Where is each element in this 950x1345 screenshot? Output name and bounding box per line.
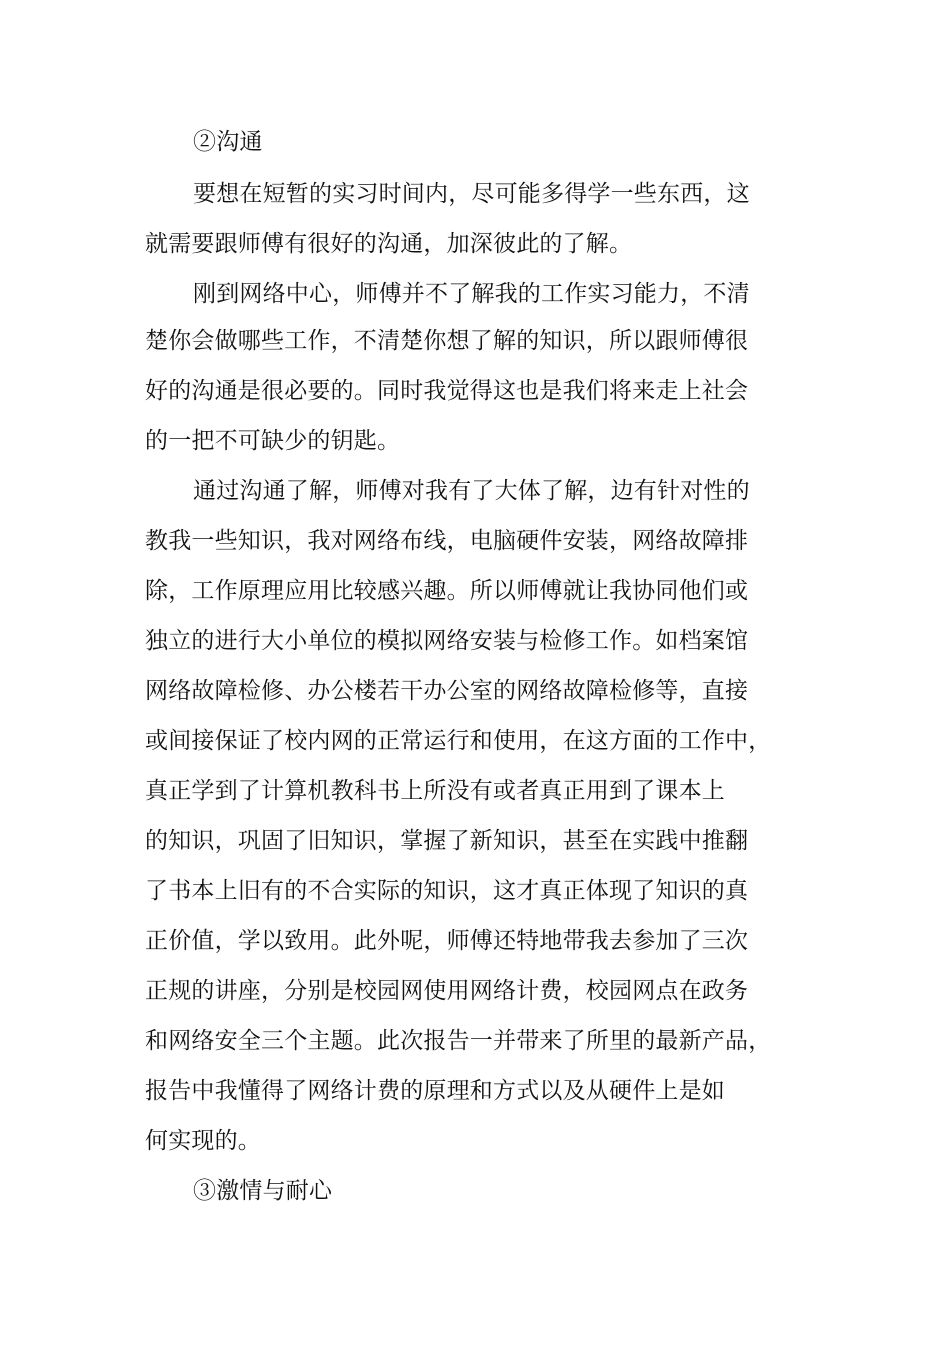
section-heading-communication: ②沟通 bbox=[193, 129, 263, 155]
paragraph-line: 何实现的。 bbox=[145, 1128, 261, 1154]
paragraph-line: 正规的讲座，分别是校园网使用网络计费，校园网点在政务 bbox=[145, 978, 749, 1004]
paragraph-line: 报告中我懂得了网络计费的原理和方式以及从硬件上是如 bbox=[145, 1078, 725, 1104]
paragraph-line: 的知识，巩固了旧知识，掌握了新知识，甚至在实践中推翻 bbox=[145, 828, 749, 854]
paragraph-line: 要想在短暂的实习时间内，尽可能多得学一些东西，这 bbox=[193, 181, 750, 207]
paragraph-line: 或间接保证了校内网的正常运行和使用，在这方面的工作中， bbox=[145, 728, 772, 754]
paragraph-line: 正价值，学以致用。此外呢，师傅还特地带我去参加了三次 bbox=[145, 928, 749, 954]
paragraph-line: 的一把不可缺少的钥匙。 bbox=[145, 428, 401, 454]
paragraph-line: 好的沟通是很必要的。同时我觉得这也是我们将来走上社会 bbox=[145, 378, 749, 404]
paragraph-line: 通过沟通了解，师傅对我有了大体了解，边有针对性的 bbox=[193, 478, 750, 504]
paragraph-line: 就需要跟师傅有很好的沟通，加深彼此的了解。 bbox=[145, 231, 633, 257]
section-heading-passion-patience: ③激情与耐心 bbox=[193, 1178, 333, 1204]
paragraph-line: 刚到网络中心，师傅并不了解我的工作实习能力，不清 bbox=[193, 281, 750, 307]
paragraph-line: 网络故障检修、办公楼若干办公室的网络故障检修等，直接 bbox=[145, 678, 749, 704]
paragraph-line: 真正学到了计算机教科书上所没有或者真正用到了课本上 bbox=[145, 778, 725, 804]
paragraph-line: 楚你会做哪些工作，不清楚你想了解的知识，所以跟师傅很 bbox=[145, 328, 749, 354]
paragraph-line: 和网络安全三个主题。此次报告一并带来了所里的最新产品， bbox=[145, 1028, 772, 1054]
paragraph-line: 了书本上旧有的不合实际的知识，这才真正体现了知识的真 bbox=[145, 878, 749, 904]
paragraph-line: 独立的进行大小单位的模拟网络安装与检修工作。如档案馆 bbox=[145, 628, 749, 654]
paragraph-line: 教我一些知识，我对网络布线，电脑硬件安装，网络故障排 bbox=[145, 528, 749, 554]
paragraph-line: 除，工作原理应用比较感兴趣。所以师傅就让我协同他们或 bbox=[145, 578, 749, 604]
